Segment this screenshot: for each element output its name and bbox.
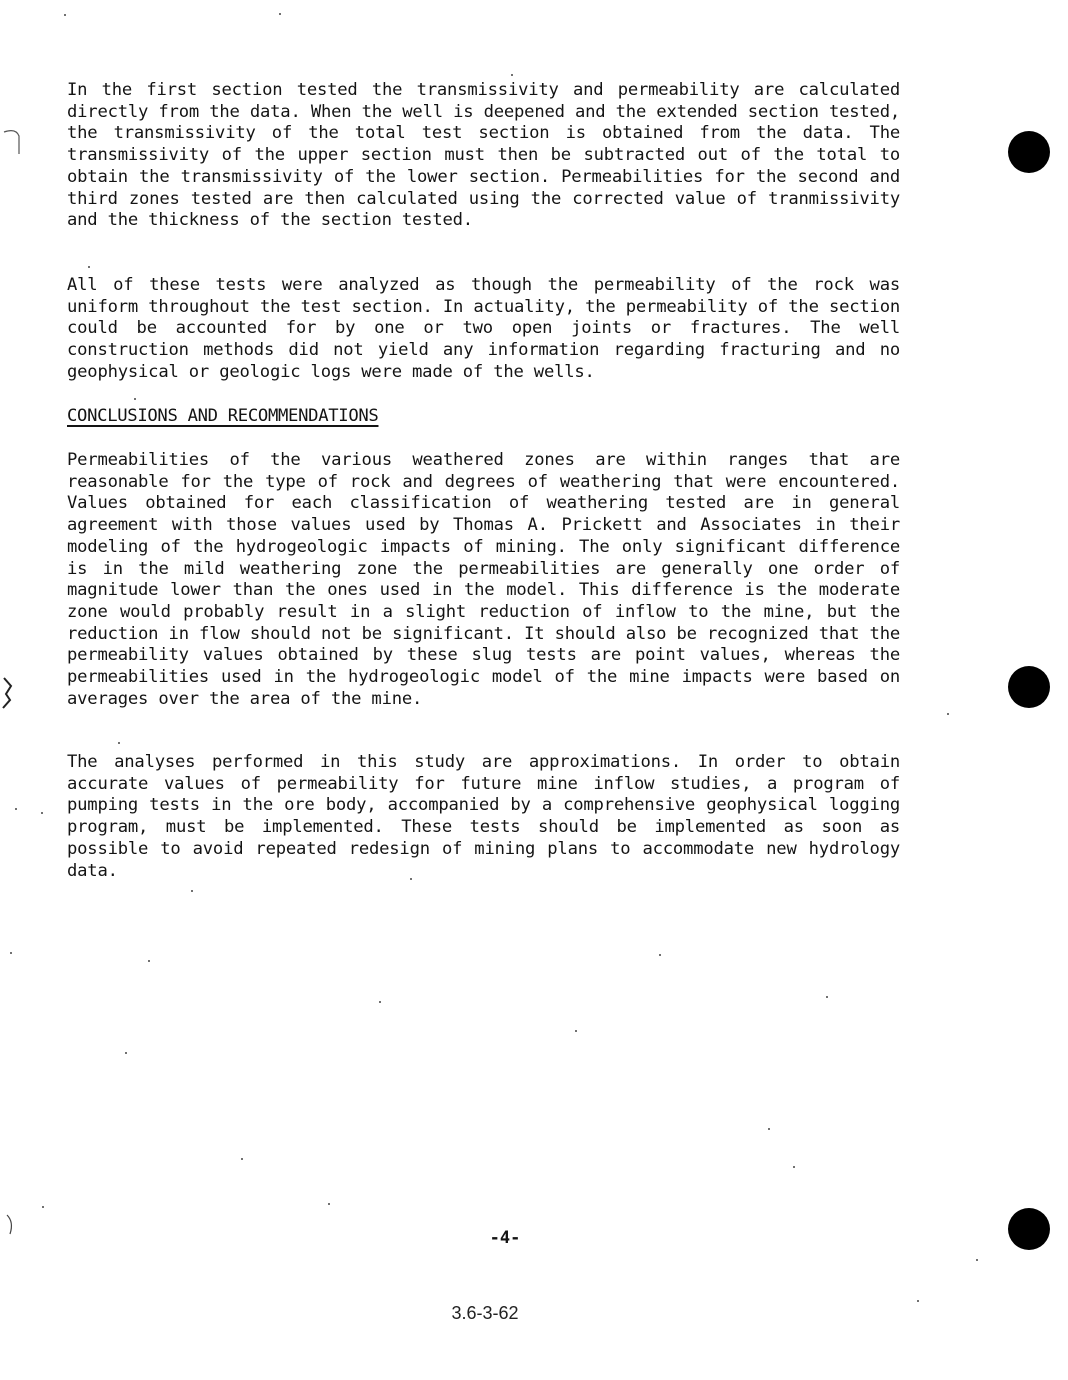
scan-speck (976, 1259, 978, 1261)
scan-speck (241, 1158, 243, 1160)
scan-speck (41, 812, 43, 814)
paragraph-weathered-zones: Permeabilities of the various weathered zones are within ranges that are reasonable for the type of rock and degrees of weathering that were encountered. Values obtained for each classification of weathering tested are in general agreement with those values used by Thomas A. Prickett and Associates in their modeling of the hydrogeologic impacts of mining. The only significant difference is in the mild weathering zone the permeabilities are generally one order of magnitude lower than the ones used in the model. This difference is the moderate zone would probably result in a slight reduction of inflow to the mine, but the reduction in flow should not be significant. It should also be recognized that the permeability values obtained by these slug tests are point values, whereas the permeabilities used in the hydrogeologic model of the mine impacts were based on averages over the area of the mine. (67, 450, 900, 709)
scan-speck (768, 1128, 770, 1130)
scan-speck (15, 808, 17, 810)
edge-scan-mark-bottom (2, 1212, 18, 1238)
scan-speck (659, 954, 661, 956)
scan-speck (328, 1203, 330, 1205)
scan-speck (134, 398, 136, 400)
edge-scan-mark-top (2, 126, 24, 160)
scan-speck (88, 266, 90, 268)
paragraph-recommendations: The analyses performed in this study are approximations. In order to obtain accurate values of permeability for future mine inflow studies, a program of pumping tests in the ore body, accompanied by a comprehensive geophysical logging program, must be implemented. These tests should be implemented as soon as possible to avoid repeated redesign of mining plans to accommodate new hydrology data. (67, 752, 900, 881)
scan-speck (917, 1300, 919, 1302)
scan-speck (42, 1206, 44, 1208)
page-number: -4- (489, 1228, 521, 1248)
scan-speck (64, 14, 66, 16)
scan-speck (575, 1030, 577, 1032)
scan-speck (10, 952, 12, 954)
scan-speck (511, 74, 513, 76)
scan-speck (191, 890, 193, 892)
scan-speck (118, 742, 120, 744)
scan-speck (793, 1166, 795, 1168)
punch-hole-bottom (1008, 1208, 1050, 1250)
scan-speck (148, 960, 150, 962)
scan-speck (279, 13, 281, 15)
scan-speck (826, 996, 828, 998)
scan-speck (125, 1052, 127, 1054)
edge-scan-mark-middle (0, 676, 16, 710)
section-heading-conclusions: CONCLUSIONS AND RECOMMENDATIONS (67, 406, 379, 426)
paragraph-transmissivity-method: In the first section tested the transmissivity and permeability are calculated directly from the data. When the well is deepened and the extended section tested, the transmissivity of the total test section is obtained from the data. The transmissivity of the upper section must then be subtracted out of the total to obtain the transmissivity of the lower section. Permeabilities for the second and third zones tested are then calculated using the corrected value of tranmissivity and the thickness of the section tested. (67, 80, 900, 231)
scan-speck (379, 1001, 381, 1003)
punch-hole-middle (1008, 666, 1050, 708)
scan-speck (947, 713, 949, 715)
paragraph-uniform-permeability: All of these tests were analyzed as though the permeability of the rock was uniform throughout the test section. In actuality, the permeability of the section could be accounted for by one or two open joints or fractures. The well construction methods did not yield any information regarding fracturing and no geophysical or geologic logs were made of the wells. (67, 275, 900, 382)
scan-speck (410, 878, 412, 880)
punch-hole-top (1008, 131, 1050, 173)
document-code: 3.6-3-62 (451, 1303, 519, 1323)
